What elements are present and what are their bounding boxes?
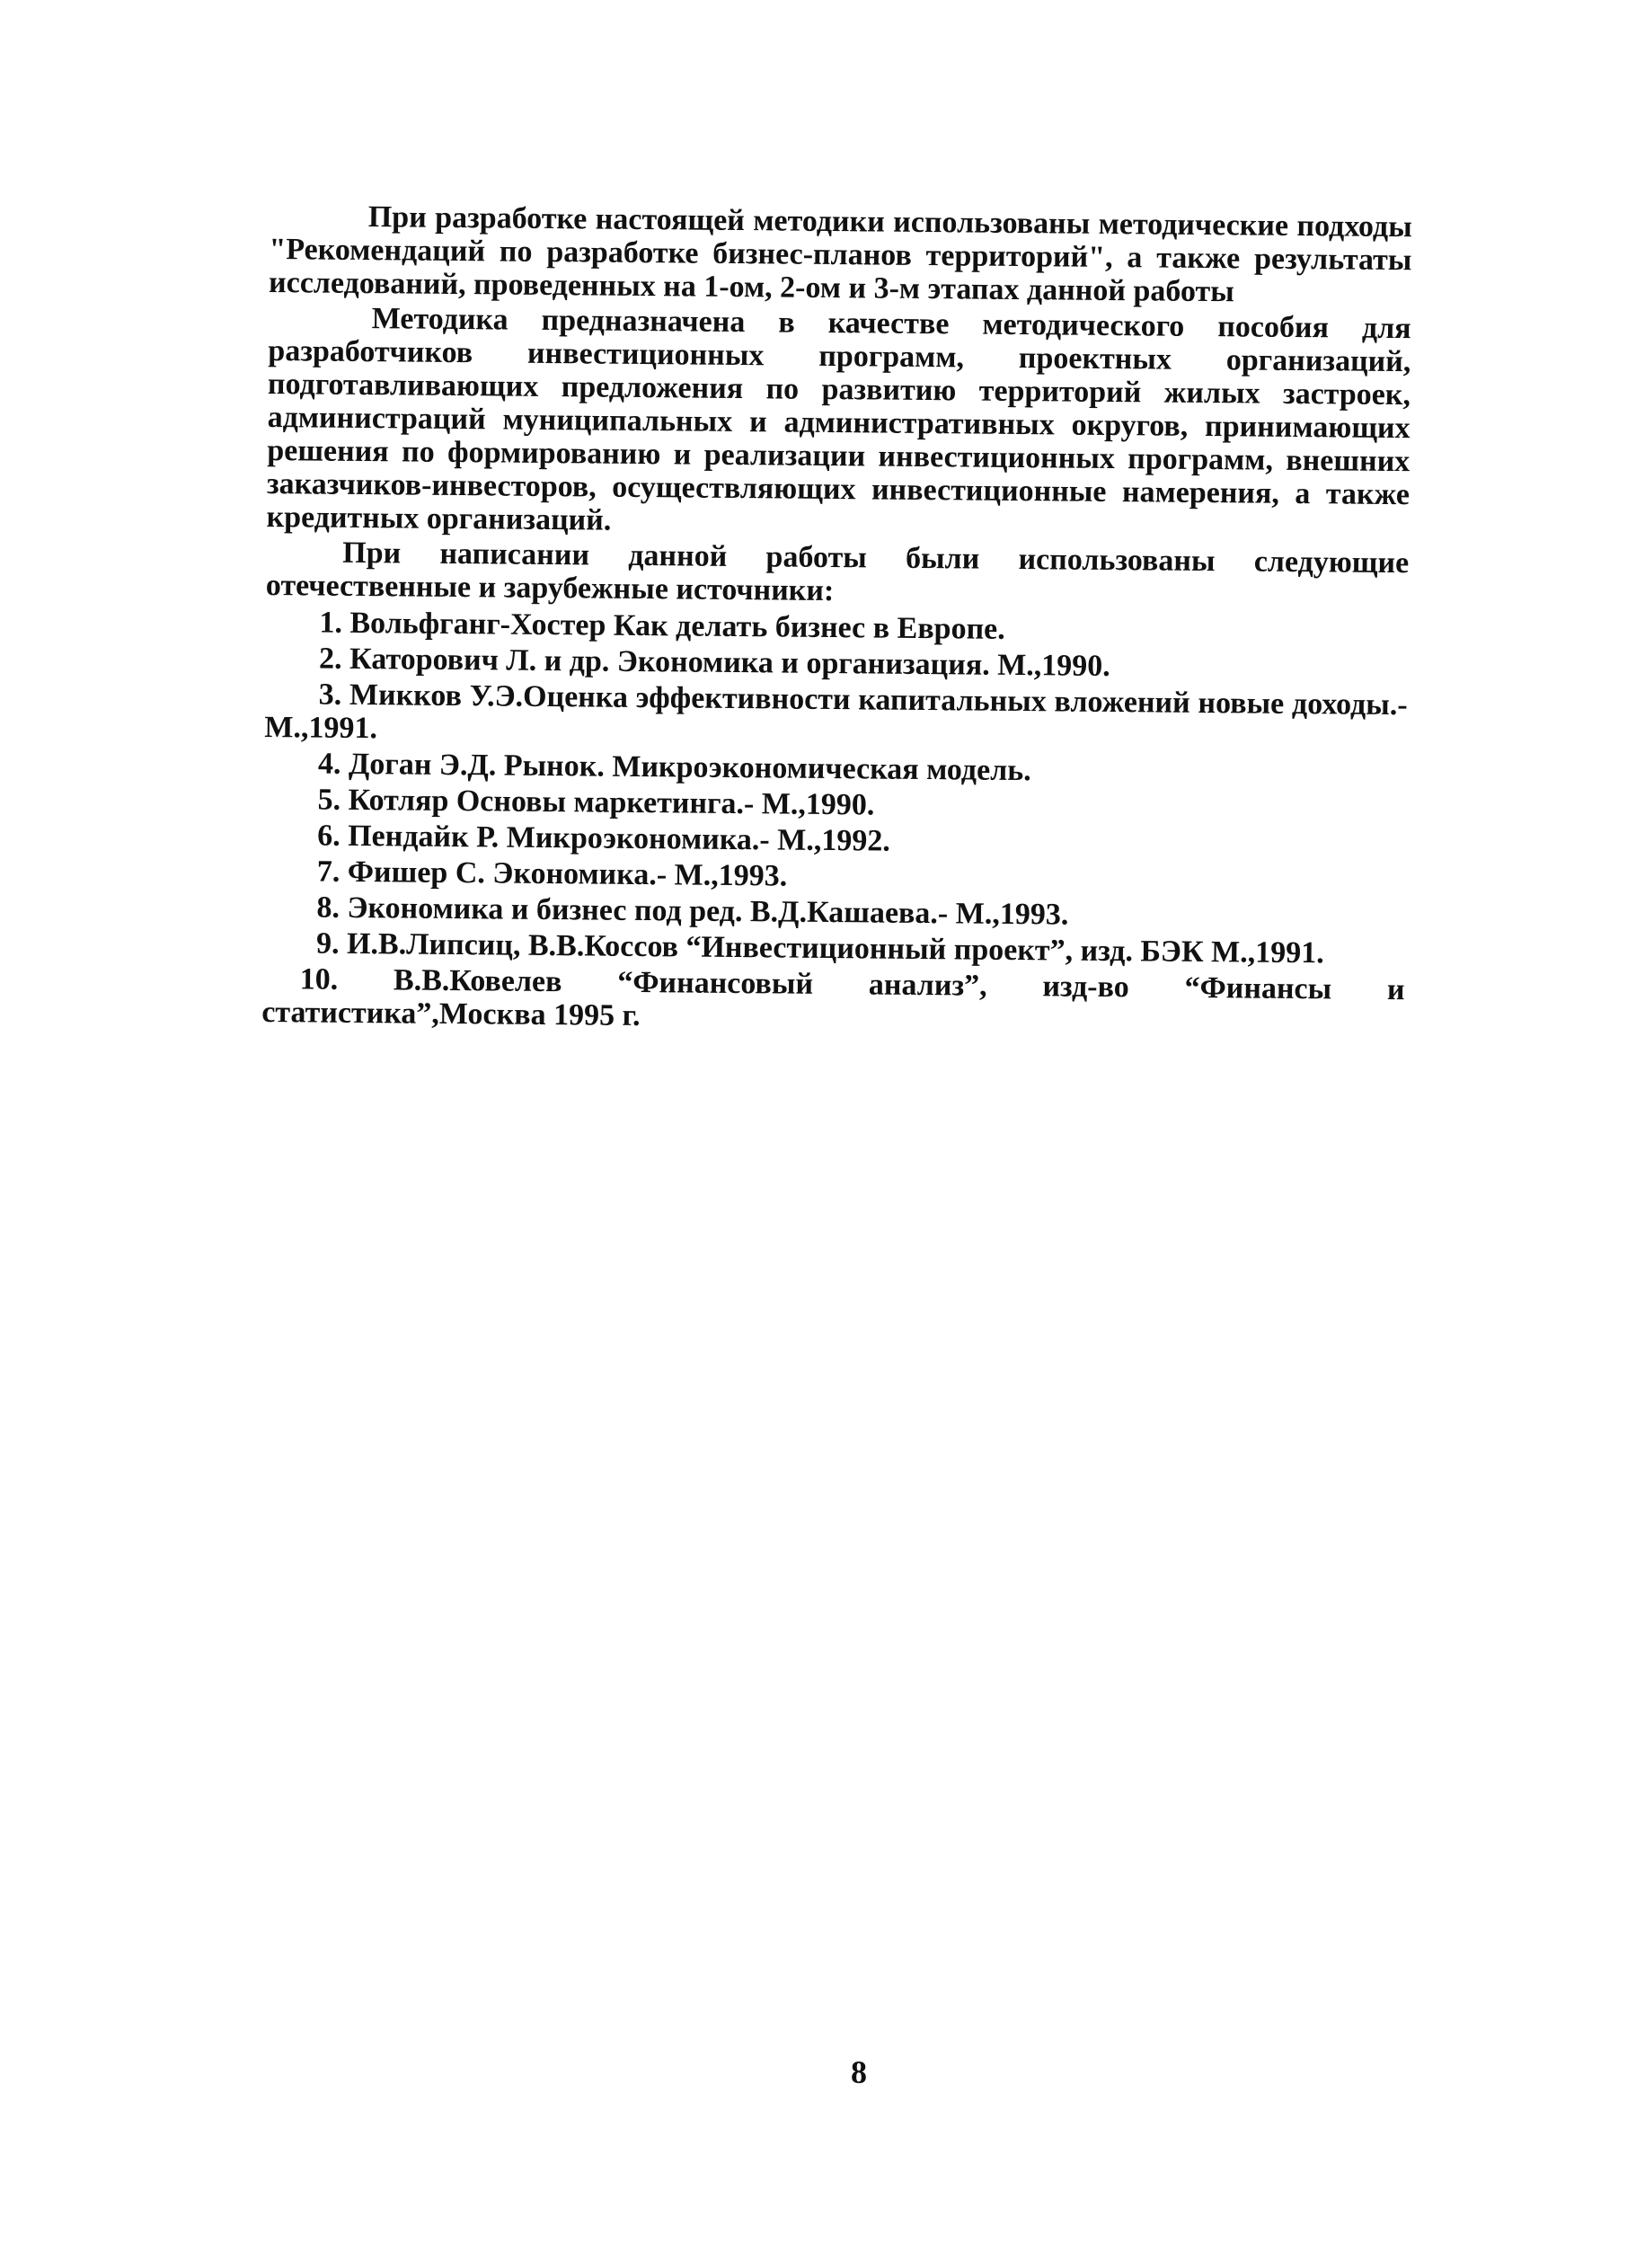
reference-item: 7. Фишер С. Экономика.- М.,1993. (316, 855, 788, 893)
intro-paragraph: При разработке настоящей методики использованы методические подходы "Рекомендаций по разработке бизнес-планов территорий", а также результаты исследований, проведенных на 1-ом, 2-ом и 3-м этапах данной работы (268, 200, 1412, 309)
reference-item: 3. Микков У.Э.Оценка эффективности капитальных вложений новые доходы.- М.,1991. (264, 678, 1408, 746)
reference-item: 4. Доган Э.Д. Рынок. Микроэкономическая модель. (317, 747, 1031, 788)
page-number: 8 (851, 2054, 867, 2090)
reference-item: 9. И.В.Липсиц, В.В.Коссов “Инвестиционный проект”, изд. БЭК М.,1991. (315, 926, 1324, 970)
reference-item: 10. В.В.Ковелев “Финансовый анализ”, изд-во “Финансы и статистика”,Москва 1995 г. (261, 962, 1405, 1033)
document-body (261, 199, 1412, 1042)
reference-item: 5. Котляр Основы маркетинга.- М.,1990. (317, 783, 875, 822)
reference-item: 1. Вольфганг-Хостер Как делать бизнес в Европе. (319, 606, 1005, 646)
reference-item: 2. Каторович Л. и др. Экономика и организация. М.,1990. (318, 642, 1110, 684)
reference-item: 8. Экономика и бизнес под ред. В.Д.Кашаева.- М.,1993. (316, 890, 1069, 932)
purpose-paragraph: Методика предназначена в качестве методического пособия для разработчиков инвестиционных программ, проектных организаций, подготавливающих предложения по развитию территорий жилых застроек, администраций муниципальных и административных округов, принимающих решения по формированию и реализации инвестиционных программ, внешних заказчиков-инвесторов, осуществляющих инвестиционные намерения, а также кредитных организаций. (266, 302, 1411, 537)
reference-list (261, 606, 1408, 1040)
reference-item: 6. Пендайк Р. Микроэкономика.- М.,1992. (317, 819, 890, 858)
sources-intro-paragraph: При написании данной работы были использованы следующие отечественные и зарубежные источники: (265, 536, 1410, 608)
